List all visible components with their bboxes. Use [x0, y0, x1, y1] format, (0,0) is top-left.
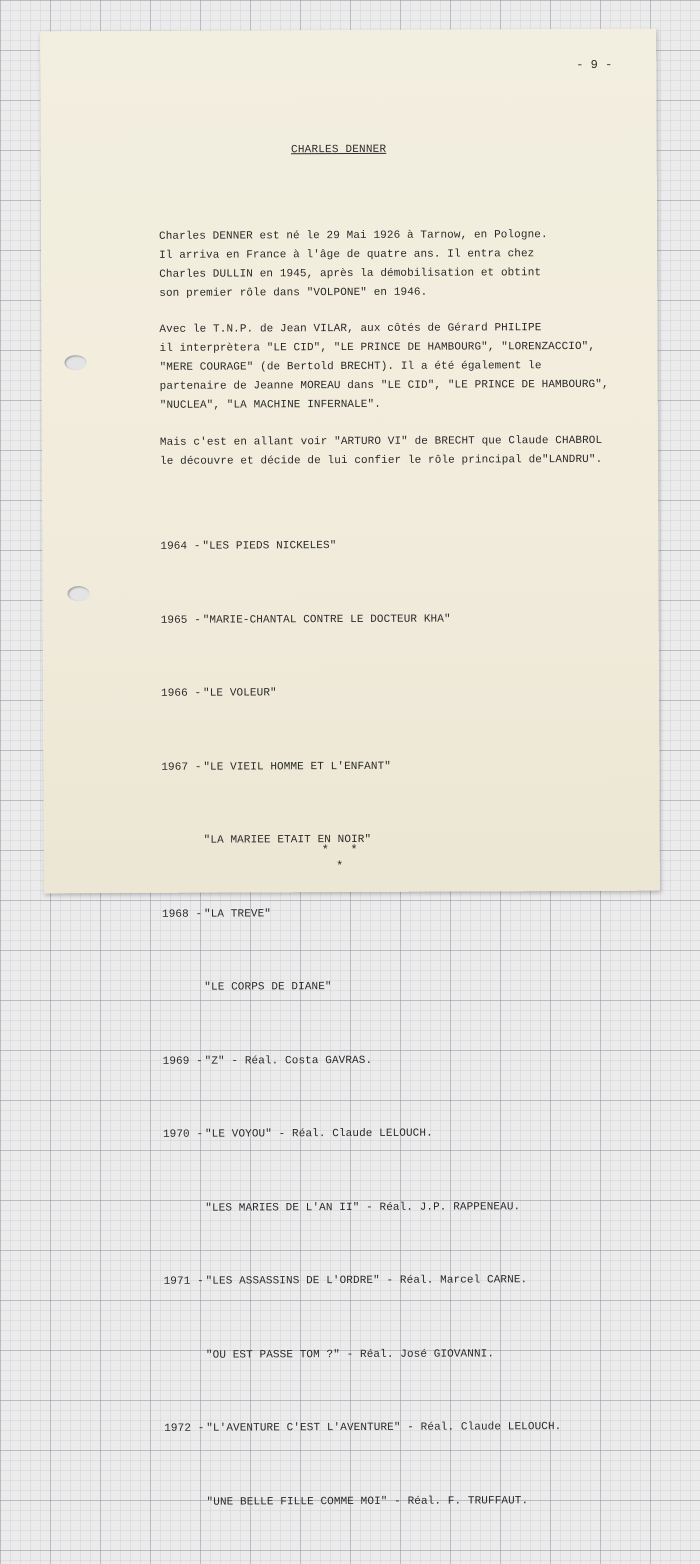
- filmography-item: [160, 533, 557, 559]
- page-number: - 9 -: [576, 57, 613, 73]
- film-title: "UNE BELLE FILLE COMME MOI" - Réal. F. TRUFFAUT.: [206, 1494, 529, 1509]
- discovery-paragraph: Mais c'est en allant voir "ARTURO VI" de BRECHT que Claude CHABROL le découvre et décide de lui confier le rôle principal de"LANDRU".: [159, 434, 603, 468]
- filmography-item: [161, 680, 558, 706]
- film-title: "OU EST PASSE TOM ?" - Réal. José GIOVANNI.: [205, 1347, 495, 1362]
- film-year: 1968 -: [161, 908, 203, 921]
- filmography-item: [164, 1415, 561, 1441]
- filmography-item: [164, 1489, 561, 1515]
- biography-paragraph: Charles DENNER est né le 29 Mai 1926 à Tarnow, en Pologne. Il arriva en France à l'âge de quatre ans. Il entra chez Charles DULLIN en 1945, après la démobilisation et obtint son premier rôle dans "VOLPONE" en 1946.: [158, 229, 548, 300]
- film-year: [163, 1196, 205, 1221]
- film-title: "LE VIEIL HOMME ET L'ENFANT": [203, 760, 391, 774]
- film-title: "LES MARIES DE L'AN II" - Réal. J.P. RAPPENEAU.: [205, 1200, 521, 1215]
- filmography-item: [161, 607, 558, 633]
- punch-hole: [65, 355, 87, 370]
- filmography-item: [164, 1268, 561, 1294]
- filmography-list: [160, 484, 562, 1564]
- film-year: 1969 -: [162, 1055, 203, 1068]
- filmography-item: [164, 1342, 561, 1368]
- film-title: "LE CORPS DE DIANE": [204, 981, 332, 994]
- film-title: "LE VOYOU" - Réal. Claude LELOUCH.: [204, 1127, 433, 1141]
- film-year: 1970 -: [162, 1128, 204, 1141]
- film-title: "MARIE-CHANTAL CONTRE LE DOCTEUR KHA": [202, 613, 451, 627]
- film-title: "LES ASSASSINS DE L'ORDRE" - Réal. Marcel CARNE.: [205, 1274, 528, 1288]
- film-title: "LA TREVE": [203, 907, 272, 921]
- filmography-item: [163, 1195, 560, 1221]
- filmography-item: [163, 1121, 560, 1147]
- film-year: [164, 1490, 206, 1515]
- film-title: "Z" - Réal. Costa GAVRAS.: [204, 1054, 373, 1068]
- film-year: 1972 -: [164, 1422, 205, 1435]
- filmography-item: [162, 901, 559, 927]
- film-title: "LES PIEDS NICKELES": [202, 540, 337, 553]
- end-asterisks: * * *: [321, 842, 358, 874]
- film-year: 1964 -: [160, 540, 201, 553]
- film-year: [164, 1343, 206, 1368]
- film-year: 1966 -: [160, 687, 202, 700]
- film-year: 1971 -: [163, 1275, 204, 1288]
- career-paragraph: Avec le T.N.P. de Jean VILAR, aux côtés de Gérard PHILIPE il interprètera "LE CID", "LE PRINCE DE HAMBOURG", "LORENZACCIO", "MERE COURAGE" (de Bertold BRECHT). Il a été également le partenaire de Jeanne MOREAU dans "LE CID", "LE PRINCE DE HAMBOURG", "NUCLEA", "LA MACHINE INFERNALE".: [159, 322, 609, 412]
- film-year: [162, 829, 204, 854]
- film-year: [162, 976, 204, 1001]
- page-title: CHARLES DENNER: [291, 143, 387, 157]
- filmography-item: [163, 1048, 560, 1074]
- film-title: "LA MARIEE ETAIT EN NOIR": [203, 833, 372, 847]
- filmography-item: [162, 974, 559, 1000]
- filmography-item: [161, 754, 558, 780]
- punch-hole: [68, 586, 90, 601]
- film-year: 1967 -: [161, 761, 202, 774]
- film-year: 1965 -: [160, 614, 201, 627]
- document-page: [40, 29, 660, 1509]
- film-title: "LE VOLEUR": [202, 687, 277, 700]
- filmography-item: [162, 827, 559, 853]
- film-title: "L'AVENTURE C'EST L'AVENTURE" - Réal. Claude LELOUCH.: [206, 1421, 562, 1435]
